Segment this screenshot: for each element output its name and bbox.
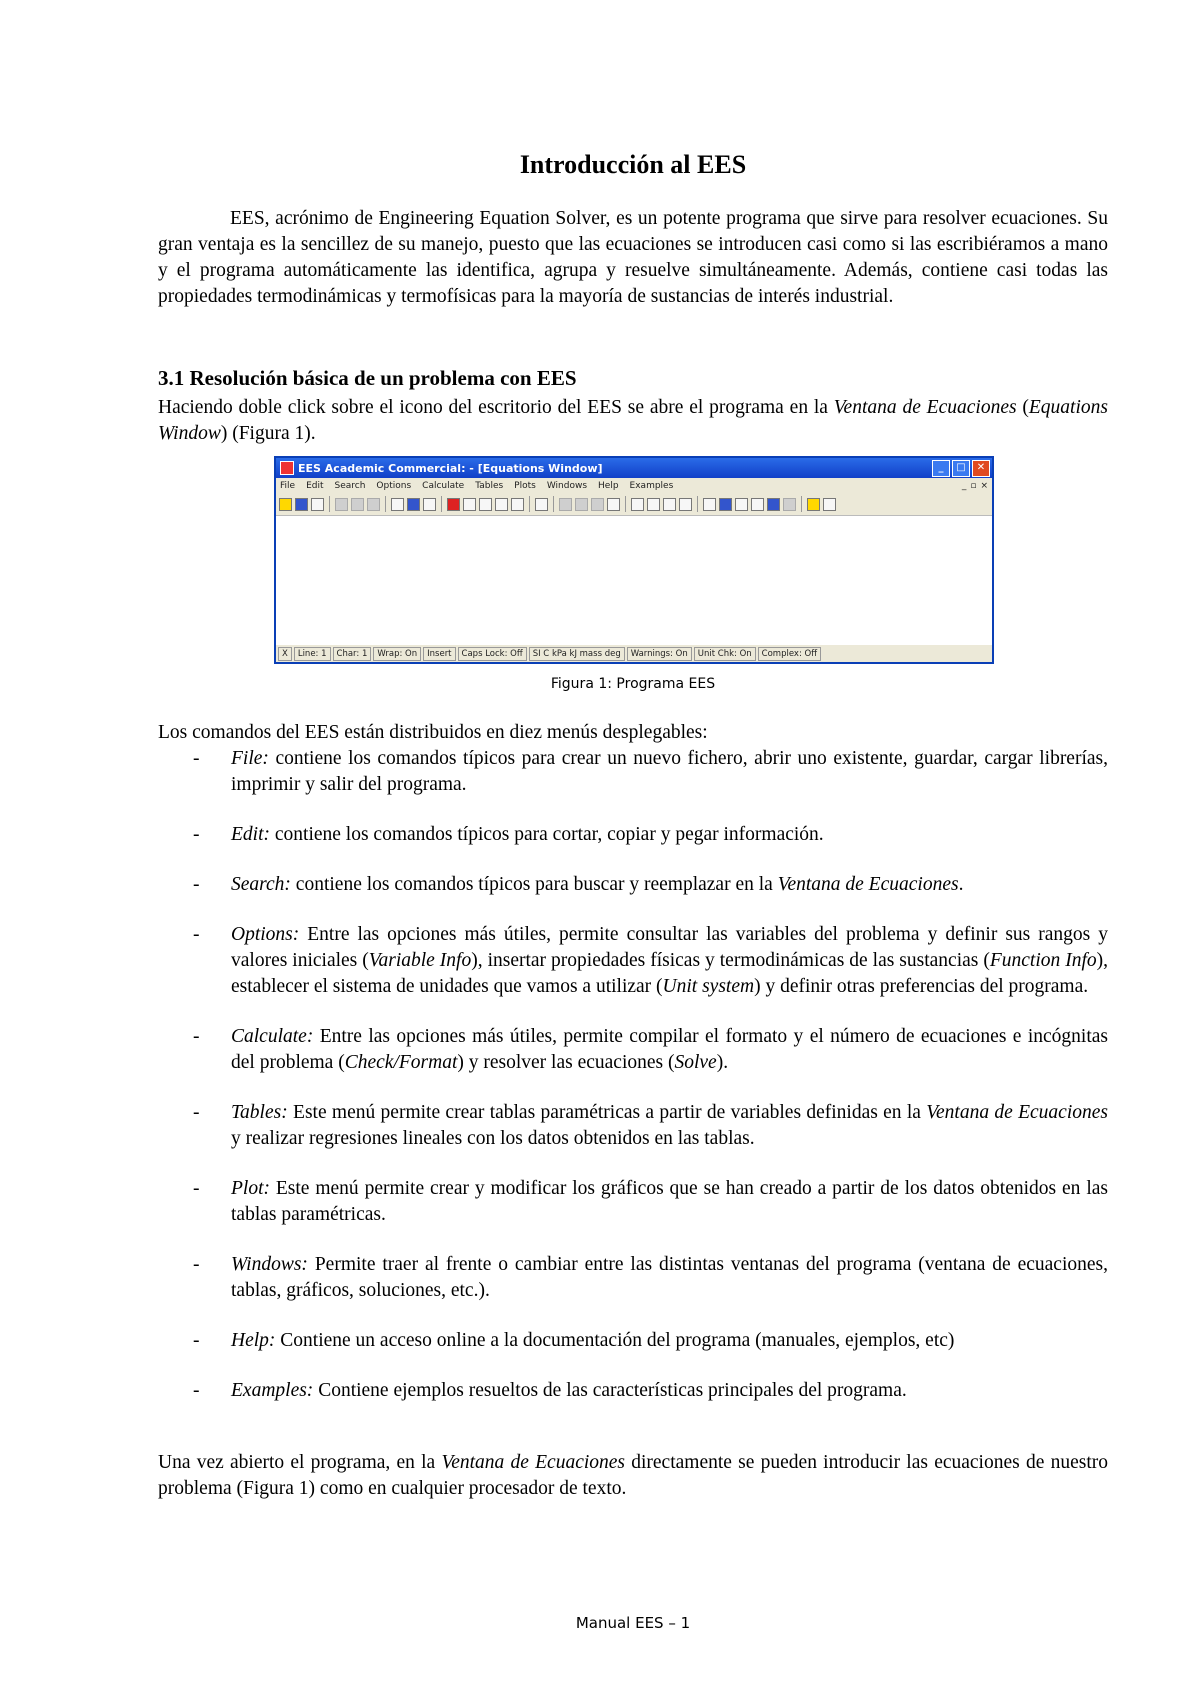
table-icon[interactable]: [559, 498, 572, 511]
text-run: (: [1016, 397, 1029, 418]
command-em: Solve: [674, 1052, 717, 1073]
list-item: - Help: Contiene un acceso online a la documentación del programa (manuales, ejemplos, etc): [193, 1330, 955, 1351]
status-capslock: Caps Lock: Off: [458, 647, 527, 661]
status-warnings: Warnings: On: [627, 647, 692, 661]
solve-icon[interactable]: [463, 498, 476, 511]
section-paragraph: [158, 395, 1108, 447]
command-text: Entre las opciones más útiles, permite consultar las variables del problema y definir sus rangos y valores iniciales (: [231, 924, 1108, 971]
status-wrap: Wrap: On: [373, 647, 421, 661]
ees-window-figure: [274, 456, 994, 664]
command-name: Search:: [231, 874, 291, 895]
toolbar-separator: [553, 496, 554, 512]
list-item: - Tables: Este menú permite crear tablas paramétricas a partir de variables definidas en la Ventana de Ecuaciones y realizar regresiones lineales con los datos obtenidos en las tablas.: [193, 1102, 1108, 1149]
status-field: X: [278, 647, 292, 661]
command-name: Edit:: [231, 824, 270, 845]
menu-item-edit[interactable]: Edit: [306, 480, 324, 491]
command-text: contiene los comandos típicos para cortar, copiar y pegar información.: [270, 824, 824, 845]
lookup-window-icon[interactable]: [679, 498, 692, 511]
open-icon[interactable]: [279, 498, 292, 511]
text-run: Haciendo doble click sobre el icono del escritorio del EES se abre el programa en la: [158, 397, 834, 418]
paste-icon[interactable]: [367, 498, 380, 511]
commands-list: [158, 746, 1108, 1428]
page-footer: Manual EES – 1: [575, 1614, 691, 1632]
command-text: ), establecer el sistema de unidades que vamos a utilizar (: [231, 950, 1109, 997]
equations-editor[interactable]: [276, 516, 992, 644]
toolbar-separator: [441, 496, 442, 512]
menu-item-examples[interactable]: Examples: [629, 480, 674, 491]
closing-paragraph: [158, 1450, 1108, 1502]
menu-item-plots[interactable]: Plots: [514, 480, 536, 491]
text-run-italic: Ventana de Ecuaciones: [441, 1452, 626, 1473]
command-text: ).: [716, 1052, 729, 1073]
maximize-icon[interactable]: □: [952, 460, 970, 477]
toolbar-separator: [329, 496, 330, 512]
solution-window-icon[interactable]: [631, 498, 644, 511]
toolbar-separator: [385, 496, 386, 512]
command-text: ) y definir otras preferencias del programa.: [754, 976, 1089, 997]
command-name: Windows:: [231, 1254, 308, 1275]
menu-item-tables[interactable]: Tables: [475, 480, 504, 491]
command-text: ) y resolver las ecuaciones (: [457, 1052, 675, 1073]
ees-app-icon: [280, 461, 294, 475]
page-title: Introducción al EES: [519, 150, 747, 179]
list-item: - Plot: Este menú permite crear y modificar los gráficos que se han creado a partir de los datos obtenidos en las tablas paramétricas.: [193, 1178, 1108, 1225]
command-name: Plot:: [231, 1178, 270, 1199]
arrays-window-icon[interactable]: [719, 498, 732, 511]
debug-window-icon[interactable]: [751, 498, 764, 511]
menu-item-calculate[interactable]: Calculate: [422, 480, 465, 491]
menu-item-help[interactable]: Help: [598, 480, 619, 491]
command-name: Help:: [231, 1330, 276, 1351]
command-text: Contiene ejemplos resueltos de las características principales del programa.: [313, 1380, 907, 1401]
menu-item-windows[interactable]: Windows: [546, 480, 588, 491]
command-text: Permite traer al frente o cambiar entre las distintas ventanas del programa (ventana de ecuaciones, tablas, gráficos, soluciones, etc.).: [231, 1254, 1108, 1301]
equations-window-icon[interactable]: [391, 498, 404, 511]
preferences-icon[interactable]: [511, 498, 524, 511]
diagram-window-icon[interactable]: [703, 498, 716, 511]
menu-item-search[interactable]: Search: [334, 480, 366, 491]
commands-intro: Los comandos del EES están distribuidos en diez menús desplegables:: [158, 722, 708, 743]
formatted-equations-icon[interactable]: [407, 498, 420, 511]
mdi-restore-icon[interactable]: ▫: [970, 480, 977, 491]
text-run: directamente se pueden introducir las ecuaciones de nuestro problema (Figura 1) como en cualquier procesador de texto.: [158, 1452, 1108, 1499]
list-item: - Windows: Permite traer al frente o cambiar entre las distintas ventanas del programa (ventana de ecuaciones, tablas, gráficos, soluciones, etc.).: [193, 1254, 1108, 1301]
cut-icon[interactable]: [335, 498, 348, 511]
check-icon[interactable]: [447, 498, 460, 511]
command-text: contiene los comandos típicos para buscar y reemplazar en la: [290, 874, 778, 895]
command-name: Options:: [231, 924, 300, 945]
print-icon[interactable]: [311, 498, 324, 511]
command-text: .: [958, 874, 964, 895]
figure-caption: Figura 1: Programa EES: [550, 676, 716, 692]
new-plot-icon[interactable]: [607, 498, 620, 511]
variable-info-icon[interactable]: [423, 498, 436, 511]
new-table-icon[interactable]: [535, 498, 548, 511]
menu-item-file[interactable]: File: [280, 480, 296, 491]
list-item: - Search: contiene los comandos típicos para buscar y reemplazar en la Ventana de Ecuaciones.: [193, 874, 964, 895]
function-info-icon[interactable]: [479, 498, 492, 511]
parametric-window-icon[interactable]: [663, 498, 676, 511]
status-units: SI C kPa kJ mass deg: [529, 647, 625, 661]
status-bar: [276, 645, 992, 662]
mdi-controls: [962, 481, 992, 491]
command-name: Examples:: [231, 1380, 314, 1401]
menu-item-options[interactable]: Options: [376, 480, 412, 491]
command-name: Tables:: [231, 1102, 288, 1123]
command-em: Ventana de Ecuaciones: [777, 874, 959, 895]
list-item: - Options: Entre las opciones más útiles, permite consultar las variables del problema y definir sus rangos y valores iniciales (Variable Info), insertar propiedades físicas y termodinámicas de las sustancias (Function Info), establecer el sistema de unidades que vamos a utilizar (Unit system) y definir otras preferencias del programa.: [193, 924, 1109, 997]
text-run-italic: Equations Window: [158, 397, 1108, 444]
unit-system-icon[interactable]: [495, 498, 508, 511]
status-line: Line: 1: [294, 647, 331, 661]
mdi-minimize-icon[interactable]: _: [961, 480, 967, 491]
toolbar-separator: [625, 496, 626, 512]
save-icon[interactable]: [295, 498, 308, 511]
list-item: - File: contiene los comandos típicos para crear un nuevo fichero, abrir uno existente, guardar, cargar librerías, imprimir y salir del programa.: [193, 748, 1108, 795]
command-text: Este menú permite crear y modificar los gráficos que se han creado a partir de los datos obtenidos en las tablas paramétricas.: [231, 1178, 1108, 1225]
menu-bar: [276, 478, 992, 493]
command-em: Ventana de Ecuaciones: [926, 1102, 1108, 1123]
section-heading: 3.1 Resolución básica de un problema con EES: [158, 366, 577, 390]
command-name: File:: [231, 748, 269, 769]
command-em: Check/Format: [344, 1052, 458, 1073]
command-text: Este menú permite crear tablas paramétricas a partir de variables definidas en la: [287, 1102, 927, 1123]
list-item: - Edit: contiene los comandos típicos para cortar, copiar y pegar información.: [193, 824, 824, 845]
toolbar-separator: [801, 496, 802, 512]
toolbar: [276, 493, 992, 516]
status-char: Char: 1: [333, 647, 372, 661]
window-controls: [932, 460, 992, 477]
close-icon[interactable]: ✕: [972, 460, 990, 477]
toolbar-separator: [529, 496, 530, 512]
command-text: ), insertar propiedades físicas y termodinámicas de las sustancias (: [471, 950, 990, 971]
window-title: EES Academic Commercial: - [Equations Window]: [298, 461, 603, 475]
text-run: Una vez abierto el programa, en la: [158, 1452, 442, 1473]
command-em: Function Info: [989, 950, 1097, 971]
help-icon[interactable]: [807, 498, 820, 511]
residuals-window-icon[interactable]: [647, 498, 660, 511]
mdi-close-icon[interactable]: ×: [980, 480, 988, 491]
integral-window-icon[interactable]: [735, 498, 748, 511]
plot-icon[interactable]: [591, 498, 604, 511]
copy-icon[interactable]: [351, 498, 364, 511]
command-em: Variable Info: [368, 950, 472, 971]
window-titlebar: [276, 458, 992, 478]
plot-window-icon[interactable]: [767, 498, 780, 511]
status-unitcheck: Unit Chk: On: [694, 647, 756, 661]
status-insert: Insert: [423, 647, 455, 661]
tile-icon[interactable]: [783, 498, 796, 511]
command-text: y realizar regresiones lineales con los datos obtenidos en las tablas.: [231, 1128, 755, 1149]
toolbar-separator: [697, 496, 698, 512]
text-run: ) (Figura 1).: [220, 423, 316, 444]
exit-icon[interactable]: [823, 498, 836, 511]
text-run-italic: Ventana de Ecuaciones: [833, 397, 1017, 418]
command-text: Entre las opciones más útiles, permite compilar el formato y el número de ecuaciones e incógnitas del problema (: [231, 1026, 1108, 1073]
array-icon[interactable]: [575, 498, 588, 511]
list-item: - Calculate: Entre las opciones más útiles, permite compilar el formato y el número de ecuaciones e incógnitas del problema (Check/Format) y resolver las ecuaciones (Solve).: [193, 1026, 1108, 1073]
list-item: - Examples: Contiene ejemplos resueltos de las características principales del programa.: [193, 1380, 907, 1401]
intro-paragraph: EES, acrónimo de Engineering Equation Solver, es un potente programa que sirve para resolver ecuaciones. Su gran ventaja es la sencillez de su manejo, puesto que las ecuaciones se introducen casi como si las escribiéramos a mano y el programa automáticamente las identifica, agrupa y resuelve simultáneamente. Además, contiene casi todas las propiedades termodinámicas y termofísicas para la mayoría de sustancias de interés industrial.: [158, 208, 1108, 307]
status-complex: Complex: Off: [758, 647, 821, 661]
minimize-icon[interactable]: _: [932, 460, 950, 477]
command-em: Unit system: [662, 976, 755, 997]
command-name: Calculate:: [231, 1026, 314, 1047]
command-text: Contiene un acceso online a la documentación del programa (manuales, ejemplos, etc): [275, 1330, 955, 1351]
command-text: contiene los comandos típicos para crear un nuevo fichero, abrir uno existente, guardar, cargar librerías, imprimir y salir del programa.: [231, 748, 1108, 795]
